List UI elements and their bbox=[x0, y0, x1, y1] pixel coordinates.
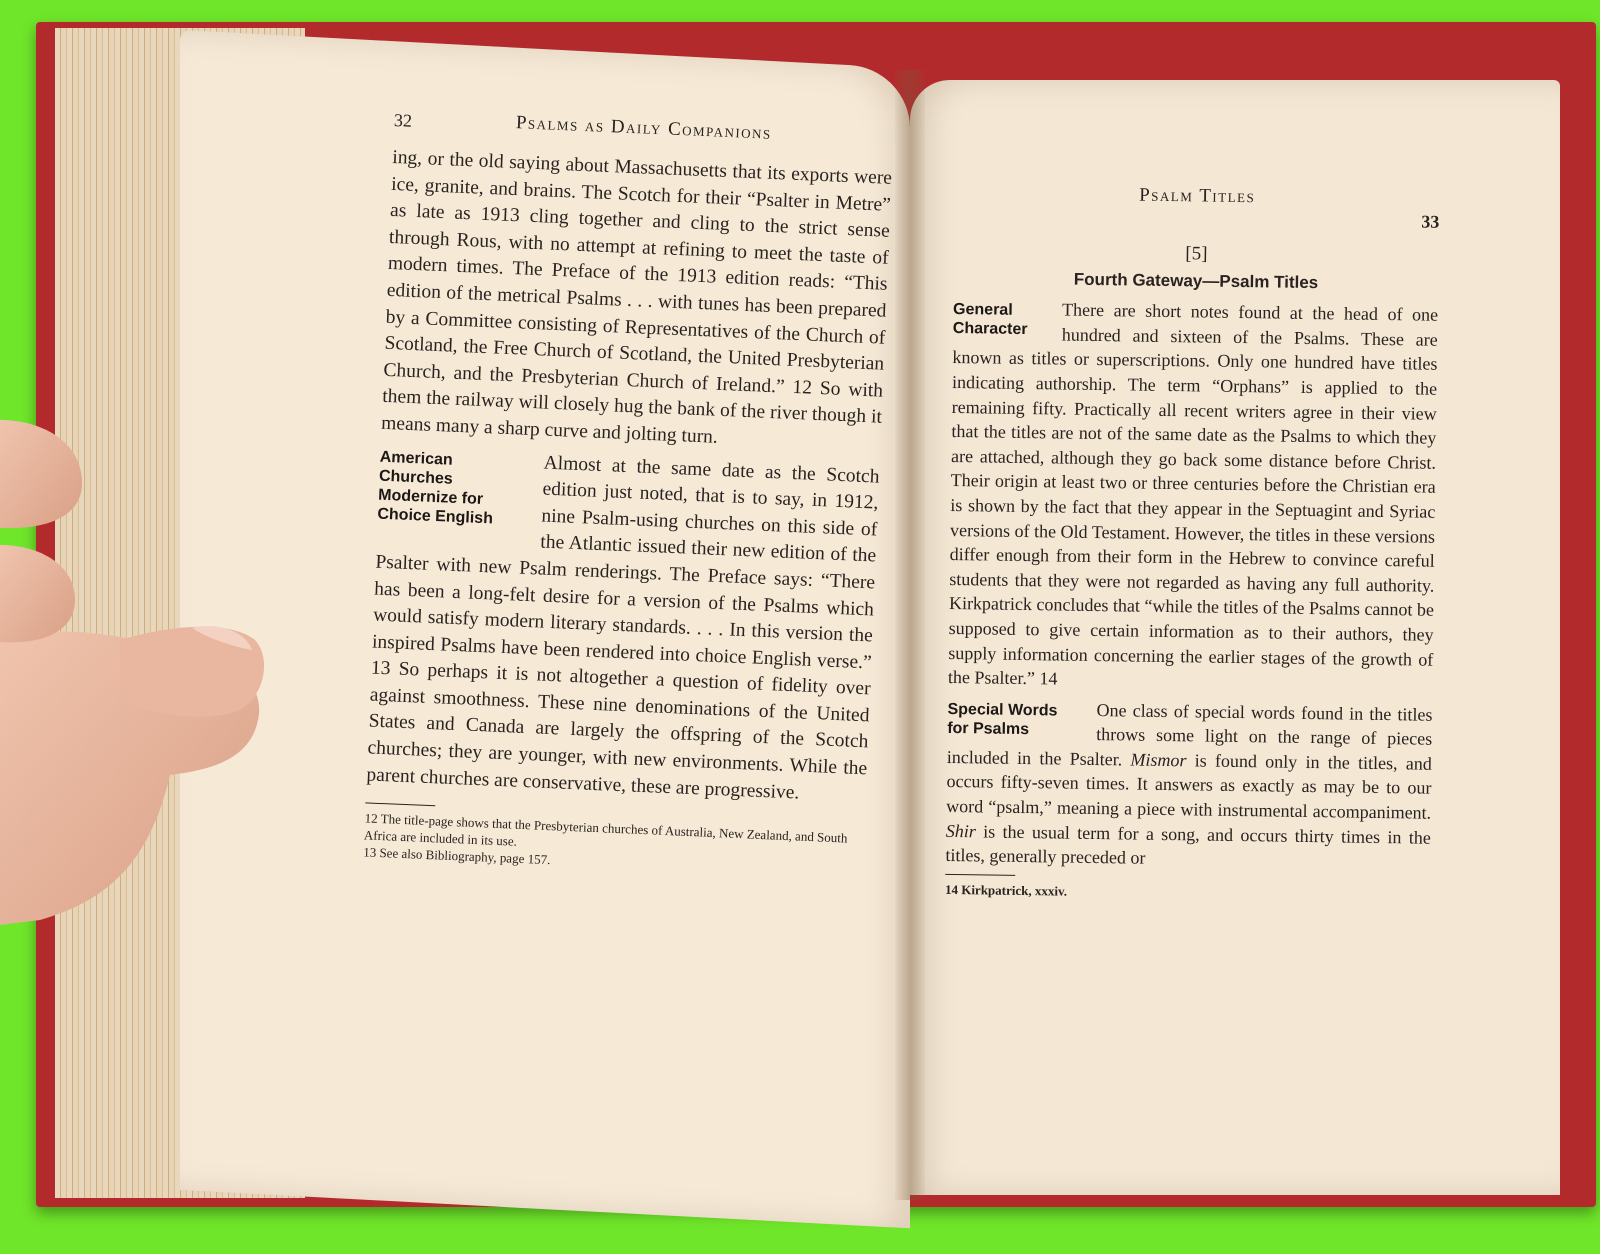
right-section-general bbox=[948, 296, 1438, 696]
left-paragraph-2: Almost at the same date as the Scotch edition just noted, that is to say, in 1912, nine Psalm-using churches on this side of the Atlantic issued their new edition of the Psalter with new Psalm renderings. The Preface says: “There has been a long-felt desire for a version of the Psalms which would satisfy modern literary standards. . . . In this version the inspired Psalms have been rendered into choice English verse.” 13 So perhaps it is not altogether a question of fidelity over against smoothness. These nine denominations of the United States and Canada are largely the offspring of the Scotch churches; they are younger, with new environments. While the parent churches are conservative, these are progressive. bbox=[366, 452, 880, 804]
right-page-text bbox=[945, 175, 1440, 905]
para2-part-b: is found only in the titles, and occurs fifty-seven times. It answers as exactly as may be to our word “psalm,” meaning a piece with instrumental accompaniment. bbox=[946, 750, 1432, 823]
left-section-american bbox=[366, 443, 880, 809]
word-mismor: Mismor bbox=[1130, 749, 1187, 771]
book-gutter bbox=[895, 70, 925, 1200]
footnote-14: 14 Kirkpatrick, xxxiv. bbox=[944, 881, 1068, 899]
right-paragraph-1: There are short notes found at the head of one hundred and sixteen of the Psalms. These are known as titles or superscriptions. Only one hundred have titles indicating authorship. The term “Orphans” is applied to the remaining fifty. Practically all recent writers agree in their view that the titles are not of the same date as the Psalms to which they are attached, although they go back some distance before Christ. Their origin at least two or three centuries before the Christian era is shown by the fact that they appear in the Septuagint and Syriac versions of the Old Testament. However, the titles in these versions differ enough from their form in the Hebrew to convince careful students that they were not regarded as having any full authority. Kirkpatrick concludes that “while the titles of the Psalms cannot be supposed to give certain information as to their authors, they supply information concerning the earlier stages of the growth of the Psalter.” 14 bbox=[947, 299, 1439, 689]
right-running-head: Psalm Titles bbox=[1139, 184, 1256, 208]
sidehead-general-character: General Character bbox=[952, 301, 1028, 339]
right-section-special bbox=[945, 696, 1432, 875]
section-title: Fourth Gateway—Psalm Titles bbox=[1073, 269, 1319, 292]
sidehead-special-words: Special Words for Psalms bbox=[947, 700, 1058, 738]
right-header bbox=[954, 175, 1440, 242]
right-footnote-rule bbox=[945, 874, 1015, 876]
footnote-12: 12 The title-page shows that the Presbyterian churches of Australia, New Zealand, and South Africa are included in its use. bbox=[363, 810, 848, 850]
left-page-number: 32 bbox=[393, 109, 413, 131]
para2-part-c: is the usual term for a song, and occurs thirty times in the titles, generally preceded or bbox=[945, 821, 1431, 868]
section-number: [5] bbox=[1185, 243, 1208, 265]
footnote-13: 13 See also Bibliography, page 157. bbox=[362, 844, 551, 868]
word-shir: Shir bbox=[945, 820, 976, 842]
left-paragraph-1: ing, or the old saying about Massachusetts that its exports were ice, granite, and brains. The Scotch for their “Psalter in Metre” as late as 1913 cling together and cling to the strict sense through Rous, with no attempt at refining to meet the taste of modern times. The Preface of the 1913 edition reads: “This edition of the metrical Psalms . . . with tunes has been prepared by a Committee consisting of Representatives of the Church of Scotland, the Free Church of Scotland, the United Presbyterian Church, and the Presbyterian Church of Ireland.” 12 So with them the railway will closely hug the bank of the river though it means many a sharp curve and jolting turn. bbox=[380, 146, 893, 448]
sidehead-american-churches: American Churches Modernize for Choice English bbox=[377, 448, 494, 527]
left-running-head: Psalms as Daily Companions bbox=[515, 112, 773, 144]
right-page-number: 33 bbox=[1421, 211, 1440, 232]
left-page-text bbox=[363, 95, 895, 882]
para2-part-a: One class of special words found in the titles throws some light on the range of pieces included in the Psalter. bbox=[946, 699, 1433, 770]
footnote-rule bbox=[365, 803, 435, 807]
